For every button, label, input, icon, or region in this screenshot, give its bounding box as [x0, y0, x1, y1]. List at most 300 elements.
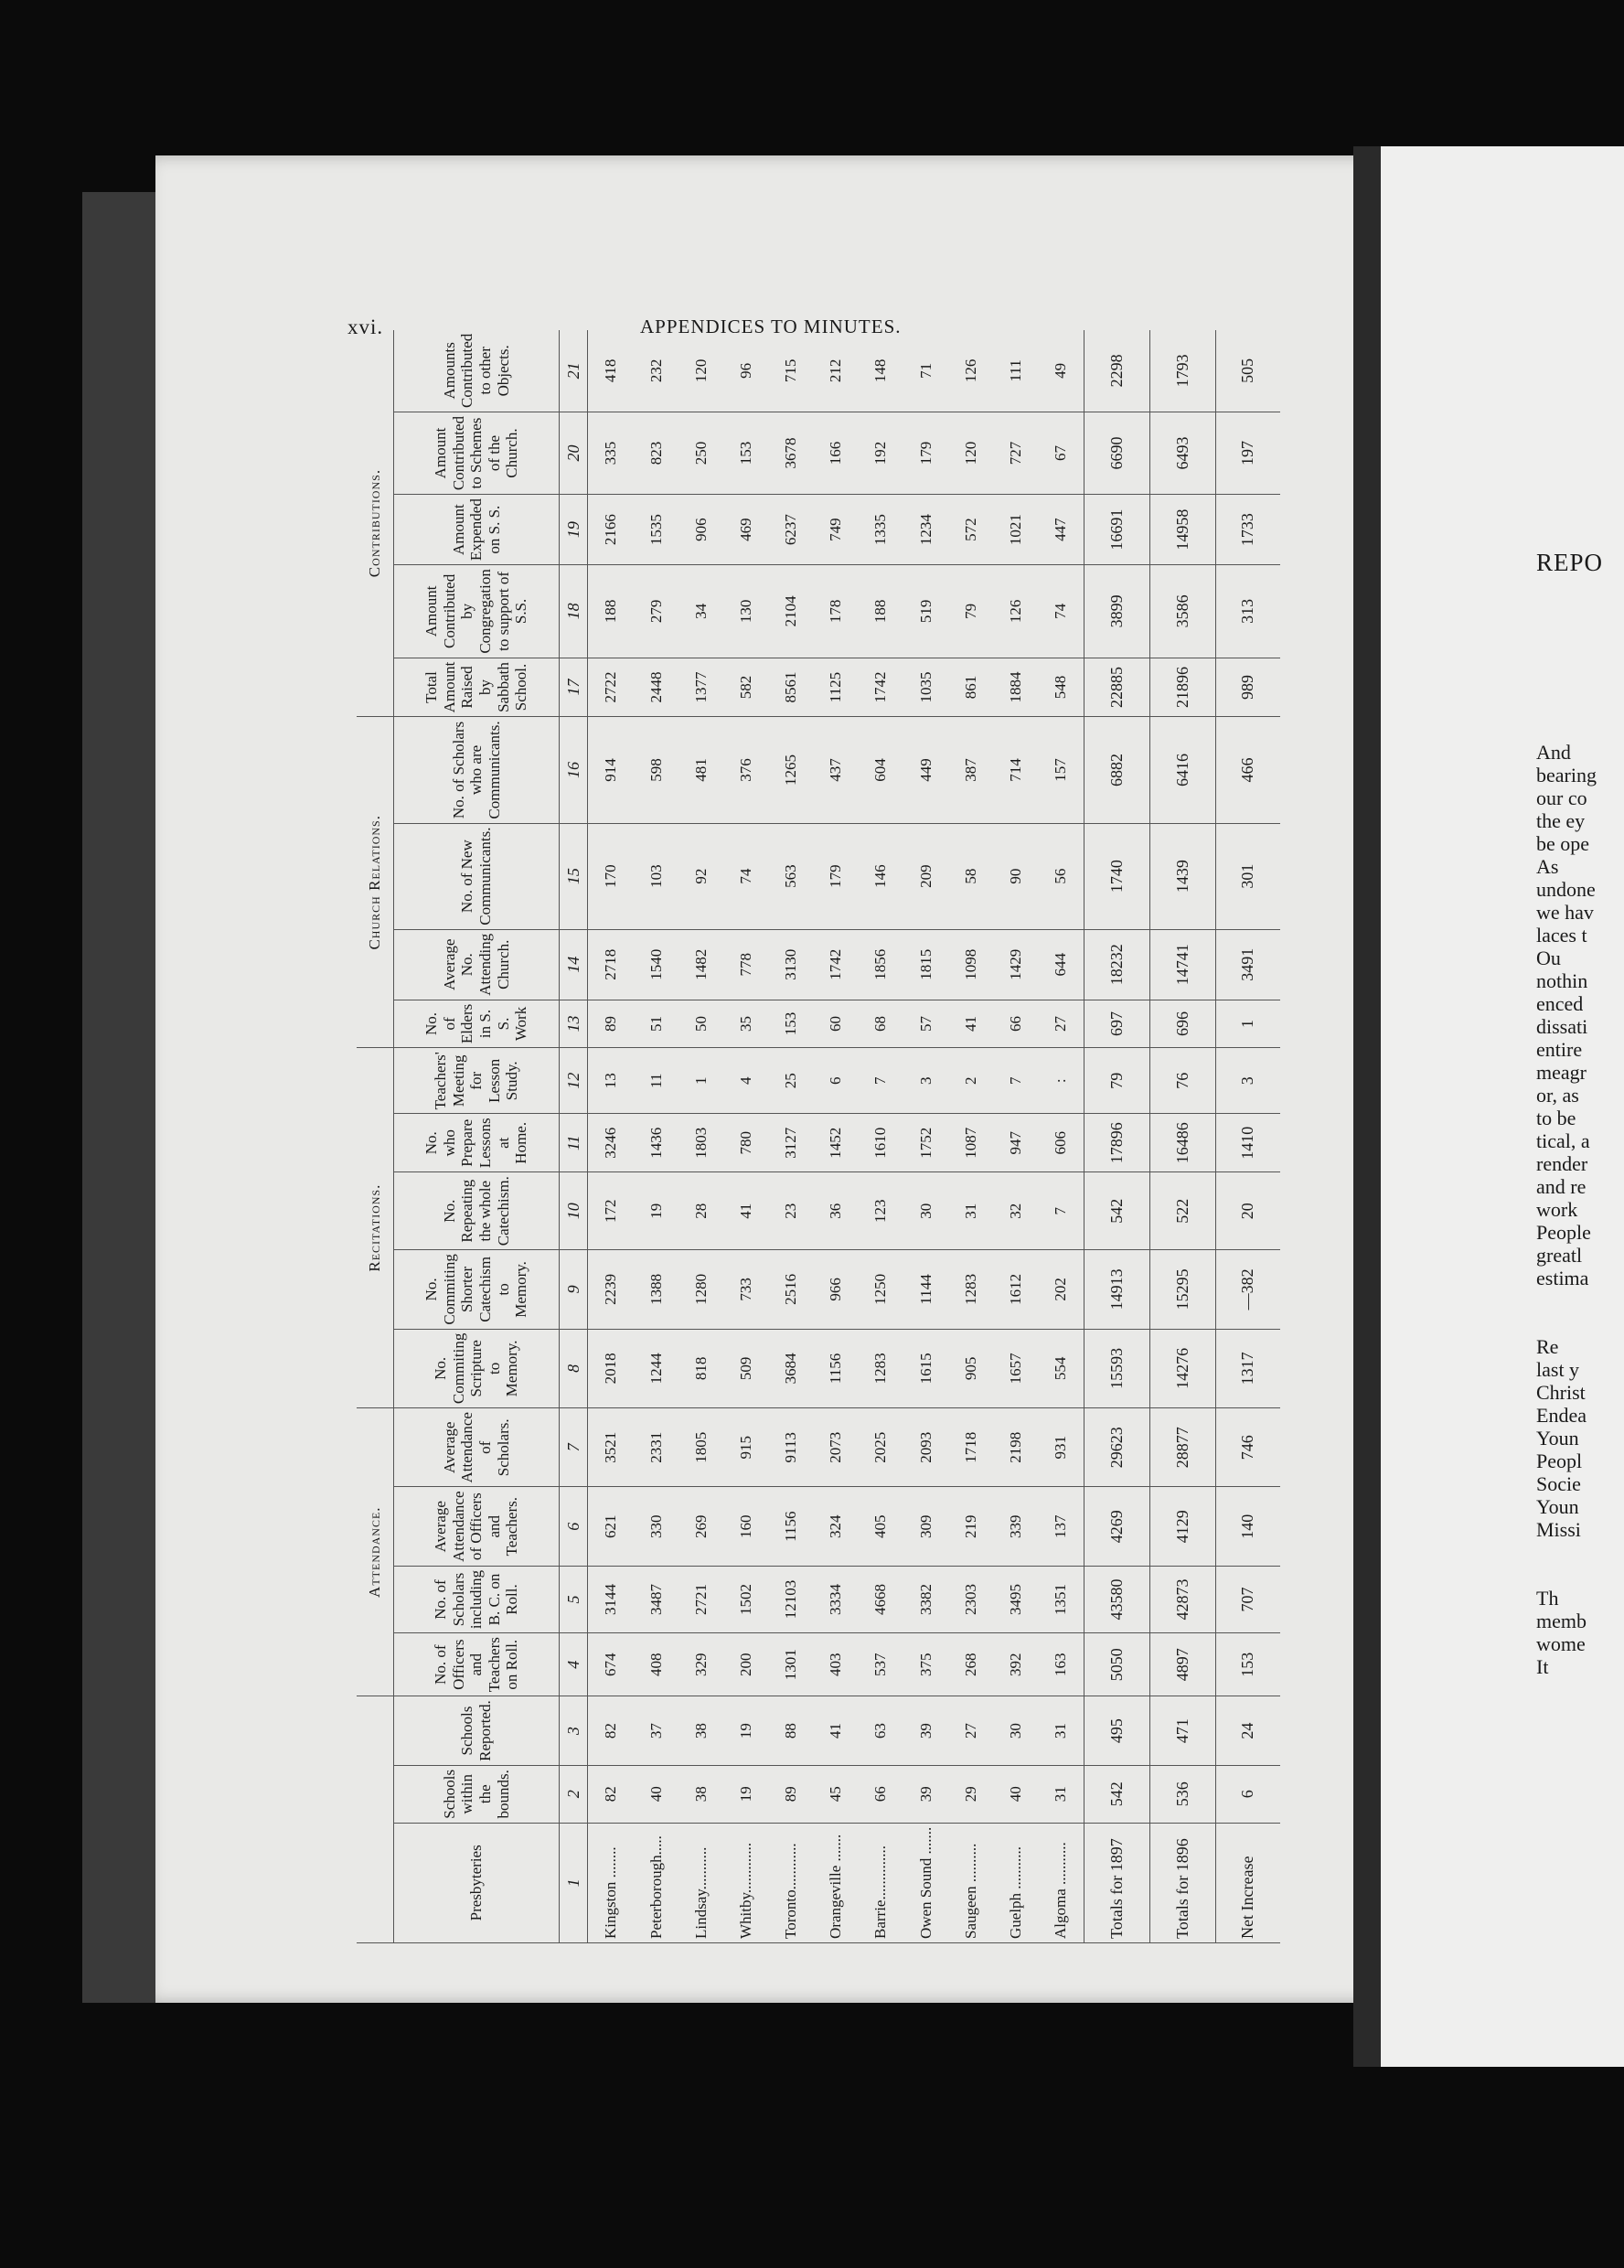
table-cell: 67 — [1038, 412, 1084, 494]
row-label: Toronto............ — [768, 1823, 813, 1942]
table-cell: 32 — [993, 1172, 1038, 1250]
right-page-line: And — [1536, 741, 1571, 764]
table-cell: 3678 — [768, 412, 813, 494]
column-number: 19 — [560, 495, 588, 565]
column-number: 5 — [560, 1566, 588, 1632]
table-cell: 1021 — [993, 495, 1038, 565]
table-cell: 621 — [588, 1487, 634, 1566]
right-page-line: our co — [1536, 786, 1587, 809]
table-cell: 79 — [1084, 1048, 1150, 1114]
row-label: Owen Sound ....... — [903, 1823, 948, 1942]
table-cell: 148 — [859, 330, 903, 412]
table-cell: 1856 — [859, 929, 903, 1000]
table-cell: 1125 — [813, 658, 858, 717]
table-cell: 89 — [588, 1000, 634, 1047]
table-cell: 1793 — [1149, 330, 1215, 412]
table-cell: 947 — [993, 1114, 1038, 1172]
table-cell: 1718 — [948, 1408, 993, 1487]
table-cell: 30 — [903, 1172, 948, 1250]
table-cell: 554 — [1038, 1329, 1084, 1407]
column-header: Average Attendance of Officers and Teachers. — [394, 1487, 560, 1566]
row-label: Net Increase — [1215, 1823, 1280, 1942]
table-cell: 1388 — [634, 1250, 678, 1329]
right-page-line — [1536, 1564, 1624, 1587]
table-cell: 39 — [903, 1765, 948, 1823]
table-cell: 1482 — [678, 929, 723, 1000]
column-header: Amounts Contributed to other Objects. — [394, 330, 560, 412]
table-cell: 548 — [1038, 658, 1084, 717]
table-cell: 92 — [678, 823, 723, 929]
table-cell: 38 — [678, 1696, 723, 1766]
table-cell: 212 — [813, 330, 858, 412]
table-cell: 1803 — [678, 1114, 723, 1172]
table-row — [723, 330, 768, 1943]
table-cell: 18232 — [1084, 929, 1150, 1000]
table-cell: 1317 — [1215, 1329, 1280, 1407]
table-cell: 3684 — [768, 1329, 813, 1407]
column-number: 2 — [560, 1765, 588, 1823]
right-page-line: memb — [1536, 1610, 1587, 1632]
column-number: 18 — [560, 565, 588, 658]
table-row — [678, 330, 723, 1943]
table-cell: 674 — [588, 1633, 634, 1696]
page-number: xvi. — [347, 316, 384, 338]
table-cell: 153 — [723, 412, 768, 494]
table-cell: 563 — [768, 823, 813, 929]
column-number: 11 — [560, 1114, 588, 1172]
table-cell: 1535 — [634, 495, 678, 565]
table-cell: 120 — [948, 412, 993, 494]
table-cell: 58 — [948, 823, 993, 929]
table-cell: 339 — [993, 1487, 1038, 1566]
column-number: 17 — [560, 658, 588, 717]
table-cell: 335 — [588, 412, 634, 494]
table-cell: 966 — [813, 1250, 858, 1329]
table-cell: 31 — [1038, 1765, 1084, 1823]
table-cell: 542 — [1084, 1765, 1150, 1823]
table-cell: 1244 — [634, 1329, 678, 1407]
table-cell: 37 — [634, 1696, 678, 1766]
right-page-line: Youn — [1536, 1495, 1579, 1518]
table-cell: 2 — [948, 1048, 993, 1114]
total-row — [1215, 330, 1280, 1943]
table-cell: 232 — [634, 330, 678, 412]
table-cell: 2516 — [768, 1250, 813, 1329]
table-cell: 3 — [1215, 1048, 1280, 1114]
right-page-heading: REPO — [1536, 549, 1604, 576]
table-cell: 4 — [723, 1048, 768, 1114]
rotated-table — [357, 333, 1280, 1943]
table-cell: 49 — [1038, 330, 1084, 412]
row-label: Peterborough..... — [634, 1823, 678, 1942]
table-cell: 1283 — [948, 1250, 993, 1329]
table-cell: 6 — [813, 1048, 858, 1114]
table-cell: 582 — [723, 658, 768, 717]
table-cell: 3382 — [903, 1566, 948, 1632]
table-cell: 1035 — [903, 658, 948, 717]
table-cell: 509 — [723, 1329, 768, 1407]
column-number: 15 — [560, 823, 588, 929]
table-cell: 2448 — [634, 658, 678, 717]
table-cell: 13 — [588, 1048, 634, 1114]
table-cell: 1265 — [768, 717, 813, 823]
table-cell: 79 — [948, 565, 993, 658]
table-cell: 179 — [903, 412, 948, 494]
table-cell: 137 — [1038, 1487, 1084, 1566]
right-page-line: last y — [1536, 1358, 1580, 1381]
table-cell: 2303 — [948, 1566, 993, 1632]
right-page-line: dissati — [1536, 1015, 1588, 1038]
right-page-line: meagr — [1536, 1061, 1587, 1084]
table-cell: 6 — [1215, 1765, 1280, 1823]
row-label: Guelph ........... — [993, 1823, 1038, 1942]
table-cell: 14276 — [1149, 1329, 1215, 1407]
table-cell: 823 — [634, 412, 678, 494]
table-cell: 38 — [678, 1765, 723, 1823]
column-number: 16 — [560, 717, 588, 823]
column-number: 10 — [560, 1172, 588, 1250]
table-cell: 906 — [678, 495, 723, 565]
column-header: Presbyteries — [394, 1823, 560, 1942]
table-cell: 250 — [678, 412, 723, 494]
table-cell: 153 — [768, 1000, 813, 1047]
table-cell: 598 — [634, 717, 678, 823]
table-cell: 82 — [588, 1765, 634, 1823]
column-header: No. of Officers and Teachers on Roll. — [394, 1633, 560, 1696]
table-cell: 1612 — [993, 1250, 1038, 1329]
table-cell: 166 — [813, 412, 858, 494]
statistics-table-region — [357, 333, 1280, 1943]
row-label: Totals for 1897 — [1084, 1823, 1150, 1942]
table-cell: 88 — [768, 1696, 813, 1766]
table-cell: 126 — [948, 330, 993, 412]
table-cell: 4668 — [859, 1566, 903, 1632]
right-page-line: Peopl — [1536, 1450, 1583, 1472]
column-header: Amount Contributed by Congregation to support of S.S. — [394, 565, 560, 658]
table-cell: 202 — [1038, 1250, 1084, 1329]
table-row — [993, 330, 1038, 1943]
table-cell: 2331 — [634, 1408, 678, 1487]
table-cell: 1 — [678, 1048, 723, 1114]
table-cell: 19 — [723, 1696, 768, 1766]
table-cell: 715 — [768, 330, 813, 412]
table-cell: 2018 — [588, 1329, 634, 1407]
table-row — [1038, 330, 1084, 1943]
table-cell: 3 — [903, 1048, 948, 1114]
table-cell: 17896 — [1084, 1114, 1150, 1172]
table-cell: 23 — [768, 1172, 813, 1250]
table-cell: 16486 — [1149, 1114, 1215, 1172]
right-page-text — [1536, 741, 1624, 1678]
column-header: Schools Reported. — [394, 1696, 560, 1766]
table-row — [768, 330, 813, 1943]
table-cell: 200 — [723, 1633, 768, 1696]
table-cell: 301 — [1215, 823, 1280, 929]
table-cell: 466 — [1215, 717, 1280, 823]
table-cell: 1280 — [678, 1250, 723, 1329]
table-cell: 14913 — [1084, 1250, 1150, 1329]
table-cell: 1752 — [903, 1114, 948, 1172]
table-cell: 707 — [1215, 1566, 1280, 1632]
right-page-line — [1536, 1312, 1624, 1335]
table-cell: 1740 — [1084, 823, 1150, 929]
table-cell: 3334 — [813, 1566, 858, 1632]
row-label: Lindsay........... — [678, 1823, 723, 1942]
right-page-line: laces t — [1536, 924, 1587, 947]
table-cell: 522 — [1149, 1172, 1215, 1250]
table-cell: 376 — [723, 717, 768, 823]
table-cell: 1615 — [903, 1329, 948, 1407]
total-row — [1084, 330, 1150, 1943]
group-church-relations: Church Relations. — [357, 717, 394, 1048]
table-cell: 140 — [1215, 1487, 1280, 1566]
right-page-line: tical, a — [1536, 1129, 1590, 1152]
column-header: No. of Scholars who are Communicants. — [394, 717, 560, 823]
right-page-line — [1536, 1289, 1624, 1312]
table-cell: 749 — [813, 495, 858, 565]
column-header: Amount Expended on S. S. — [394, 495, 560, 565]
table-cell: 696 — [1149, 1000, 1215, 1047]
table-cell: 931 — [1038, 1408, 1084, 1487]
right-page-line: Endea — [1536, 1404, 1587, 1427]
table-cell: 219 — [948, 1487, 993, 1566]
table-cell: 7 — [1038, 1172, 1084, 1250]
table-cell: 1540 — [634, 929, 678, 1000]
table-cell: 14741 — [1149, 929, 1215, 1000]
table-row — [948, 330, 993, 1943]
table-cell: 471 — [1149, 1696, 1215, 1766]
table-cell: 392 — [993, 1633, 1038, 1696]
table-cell: 71 — [903, 330, 948, 412]
table-cell: 778 — [723, 929, 768, 1000]
table-cell: 16691 — [1084, 495, 1150, 565]
column-number: 4 — [560, 1633, 588, 1696]
table-cell: 50 — [678, 1000, 723, 1047]
table-cell: 1283 — [859, 1329, 903, 1407]
table-cell: 2073 — [813, 1408, 858, 1487]
table-cell: 56 — [1038, 823, 1084, 929]
table-cell: 31 — [1038, 1696, 1084, 1766]
table-cell: 40 — [634, 1765, 678, 1823]
right-page-line: render — [1536, 1152, 1588, 1175]
table-cell: 74 — [723, 823, 768, 929]
table-cell: 179 — [813, 823, 858, 929]
table-cell: 1156 — [768, 1487, 813, 1566]
table-cell: 157 — [1038, 717, 1084, 823]
table-cell: 192 — [859, 412, 903, 494]
table-cell: 25 — [768, 1048, 813, 1114]
table-cell: 733 — [723, 1250, 768, 1329]
column-number: 13 — [560, 1000, 588, 1047]
table-cell: 4129 — [1149, 1487, 1215, 1566]
table-cell: 3899 — [1084, 565, 1150, 658]
table-cell: 3487 — [634, 1566, 678, 1632]
table-cell: 43580 — [1084, 1566, 1150, 1632]
right-page-line: Th — [1536, 1587, 1559, 1610]
table-cell: 697 — [1084, 1000, 1150, 1047]
table-cell: 74 — [1038, 565, 1084, 658]
table-cell: 861 — [948, 658, 993, 717]
table-cell: 375 — [903, 1633, 948, 1696]
table-cell: 40 — [993, 1765, 1038, 1823]
table-body — [588, 330, 1281, 1943]
table-cell: 519 — [903, 565, 948, 658]
table-cell: 11 — [634, 1048, 678, 1114]
right-page-line: wome — [1536, 1632, 1586, 1655]
column-number: 20 — [560, 412, 588, 494]
table-cell: 2298 — [1084, 330, 1150, 412]
table-row — [903, 330, 948, 1943]
table-cell: 39 — [903, 1696, 948, 1766]
column-header: Average Attendance of Scholars. — [394, 1408, 560, 1487]
column-number: 14 — [560, 929, 588, 1000]
column-number: 9 — [560, 1250, 588, 1329]
right-page-line: entire — [1536, 1038, 1583, 1061]
table-cell: 36 — [813, 1172, 858, 1250]
table-cell: 51 — [634, 1000, 678, 1047]
column-number: 7 — [560, 1408, 588, 1487]
table-cell: 2239 — [588, 1250, 634, 1329]
table-cell: 41 — [723, 1172, 768, 1250]
row-label: Saugeen .......... — [948, 1823, 993, 1942]
table-cell: 21896 — [1149, 658, 1215, 717]
table-cell: 146 — [859, 823, 903, 929]
table-cell: 41 — [948, 1000, 993, 1047]
table-row — [588, 330, 634, 1943]
row-label: Whitby............. — [723, 1823, 768, 1942]
column-number-row — [560, 330, 588, 1943]
column-header: Average No. Attending Church. — [394, 929, 560, 1000]
group-contributions: Contributions. — [357, 330, 394, 717]
table-cell: 2166 — [588, 495, 634, 565]
table-cell: 45 — [813, 1765, 858, 1823]
table-cell: 111 — [993, 330, 1038, 412]
table-cell: 1250 — [859, 1250, 903, 1329]
table-cell: 495 — [1084, 1696, 1150, 1766]
group-header-row — [357, 330, 394, 1943]
table-cell: 209 — [903, 823, 948, 929]
column-number: 3 — [560, 1696, 588, 1766]
table-cell: 330 — [634, 1487, 678, 1566]
right-page-line: Christ — [1536, 1381, 1586, 1404]
table-cell: 20 — [1215, 1172, 1280, 1250]
table-cell: 437 — [813, 717, 858, 823]
right-page-line: be ope — [1536, 832, 1590, 855]
table-cell: 1502 — [723, 1566, 768, 1632]
table-cell: —382 — [1215, 1250, 1280, 1329]
column-header: No. Repeating the whole Catechism. — [394, 1172, 560, 1250]
table-cell: 905 — [948, 1329, 993, 1407]
table-cell: 727 — [993, 412, 1038, 494]
statistics-table — [357, 330, 1280, 1943]
table-cell: 714 — [993, 717, 1038, 823]
table-row — [859, 330, 903, 1943]
table-cell: 30 — [993, 1696, 1038, 1766]
row-label: Kingston ........ — [588, 1823, 634, 1942]
table-cell: 3491 — [1215, 929, 1280, 1000]
table-cell: 6493 — [1149, 412, 1215, 494]
table-cell: 27 — [1038, 1000, 1084, 1047]
table-cell: 1351 — [1038, 1566, 1084, 1632]
table-cell: 1436 — [634, 1114, 678, 1172]
table-cell: 1301 — [768, 1633, 813, 1696]
page-edge — [82, 192, 155, 2003]
table-cell: 188 — [588, 565, 634, 658]
table-cell: 41 — [813, 1696, 858, 1766]
right-page-line: enced — [1536, 992, 1584, 1015]
table-cell: 1087 — [948, 1114, 993, 1172]
right-page-line: the ey — [1536, 809, 1586, 832]
table-cell: 1805 — [678, 1408, 723, 1487]
table-cell: 1377 — [678, 658, 723, 717]
table-cell: 34 — [678, 565, 723, 658]
table-cell: 1733 — [1215, 495, 1280, 565]
column-number: 6 — [560, 1487, 588, 1566]
table-cell: 22885 — [1084, 658, 1150, 717]
table-cell: 9113 — [768, 1408, 813, 1487]
table-cell: 126 — [993, 565, 1038, 658]
column-header: No. who Prepare Lessons at Home. — [394, 1114, 560, 1172]
table-cell: 6690 — [1084, 412, 1150, 494]
group-blank — [357, 1696, 394, 1943]
table-cell: 90 — [993, 823, 1038, 929]
table-cell: : — [1038, 1048, 1084, 1114]
table-cell: 1610 — [859, 1114, 903, 1172]
column-number: 21 — [560, 330, 588, 412]
table-cell: 1156 — [813, 1329, 858, 1407]
table-cell: 644 — [1038, 929, 1084, 1000]
table-cell: 2104 — [768, 565, 813, 658]
table-cell: 89 — [768, 1765, 813, 1823]
table-cell: 1742 — [859, 658, 903, 717]
table-cell: 57 — [903, 1000, 948, 1047]
table-cell: 3127 — [768, 1114, 813, 1172]
table-cell: 2722 — [588, 658, 634, 717]
table-cell: 268 — [948, 1633, 993, 1696]
table-cell: 3495 — [993, 1566, 1038, 1632]
right-page-line: Re — [1536, 1335, 1559, 1358]
table-cell: 153 — [1215, 1633, 1280, 1696]
table-cell: 604 — [859, 717, 903, 823]
table-cell: 989 — [1215, 658, 1280, 717]
right-page-line: Youn — [1536, 1427, 1579, 1450]
table-cell: 1657 — [993, 1329, 1038, 1407]
table-cell: 447 — [1038, 495, 1084, 565]
column-header: No. Commiting Scripture to Memory. — [394, 1329, 560, 1407]
table-cell: 197 — [1215, 412, 1280, 494]
table-cell: 418 — [588, 330, 634, 412]
table-cell: 12103 — [768, 1566, 813, 1632]
table-row — [813, 330, 858, 1943]
table-cell: 15295 — [1149, 1250, 1215, 1329]
table-cell: 2198 — [993, 1408, 1038, 1487]
table-cell: 14958 — [1149, 495, 1215, 565]
table-cell: 606 — [1038, 1114, 1084, 1172]
table-cell: 7 — [859, 1048, 903, 1114]
table-cell: 24 — [1215, 1696, 1280, 1766]
column-header: Teachers' Meeting for Lesson Study. — [394, 1048, 560, 1114]
right-page-line: It — [1536, 1655, 1549, 1678]
group-attendance: Attendance. — [357, 1408, 394, 1696]
table-cell: 1335 — [859, 495, 903, 565]
table-cell: 3246 — [588, 1114, 634, 1172]
table-cell: 1815 — [903, 929, 948, 1000]
table-cell: 408 — [634, 1633, 678, 1696]
right-page-line: People — [1536, 1221, 1591, 1244]
table-cell: 160 — [723, 1487, 768, 1566]
row-label: Algoma ........... — [1038, 1823, 1084, 1942]
table-cell: 19 — [634, 1172, 678, 1250]
